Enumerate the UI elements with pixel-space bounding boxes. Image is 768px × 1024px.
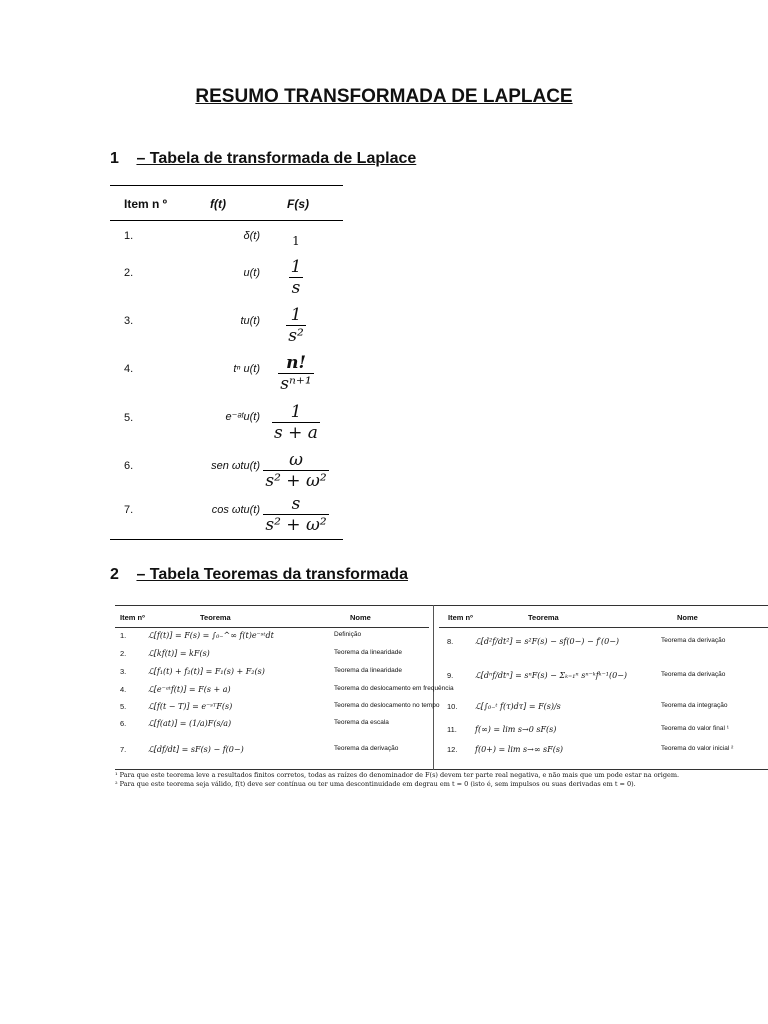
row-name: Teorema do valor inicial ² [661, 745, 734, 752]
row-name: Teorema da escala [334, 719, 389, 726]
row-theorem: ℒ[d²f/dt²] = s²F(s) − sf(0−) − f′(0−) [475, 637, 620, 646]
row-theorem: ℒ[f(t)] = F(s) = ∫₀₋^∞ f(t)e⁻ˢᵗdt [148, 631, 274, 640]
row-index: 6. [124, 460, 134, 472]
row-name: Teorema da derivação [661, 671, 726, 678]
fs-numerator: ω [289, 450, 303, 470]
section-2-heading [110, 566, 408, 584]
row-index: 4. [124, 363, 134, 375]
section-1-title: – Tabela de transformada de Laplace [136, 150, 417, 167]
row-theorem: ℒ[∫₀₋ᵗ f(τ)dτ] = F(s)/s [475, 702, 561, 711]
row-fs [260, 450, 332, 491]
fs-numerator: 1 [290, 402, 302, 422]
table-top-rule [115, 605, 768, 606]
fs-numerator: 1 [290, 305, 302, 325]
row-theorem: ℒ[df/dt] = sF(s) − f(0−) [148, 745, 244, 754]
right-header-name: Nome [677, 613, 698, 622]
row-ft: tⁿ u(t) [233, 363, 260, 375]
row-theorem: f(∞) = lim s→0 sF(s) [475, 725, 557, 734]
row-ft: tu(t) [240, 315, 260, 327]
row-name: Teorema da derivação [661, 637, 726, 644]
row-name: Teorema do deslocamento em frequência [334, 685, 454, 692]
row-index: 3. [120, 667, 127, 676]
table-bottom-rule [110, 539, 343, 540]
fs-denominator: s² [288, 326, 304, 346]
header-ft: f(t) [210, 197, 226, 211]
document-title: RESUMO TRANSFORMADA DE LAPLACE [195, 86, 573, 107]
row-theorem: ℒ[f(t − T)] = e⁻ˢᵀF(s) [148, 702, 233, 711]
left-header-item: Item nº [120, 613, 145, 622]
row-theorem: ℒ[e⁻ᵃᵗf(t)] = F(s + a) [148, 685, 231, 694]
fs-denominator: s² + ω² [265, 471, 327, 491]
header-fs: F(s) [287, 197, 309, 211]
row-index: 6. [120, 719, 127, 728]
row-name: Teorema da linearidade [334, 649, 402, 656]
fs-denominator: sⁿ⁺¹ [280, 374, 312, 394]
section-1-number: 1 [110, 150, 119, 167]
row-index: 12. [447, 745, 458, 754]
row-index: 10. [447, 702, 458, 711]
footnote-1: ¹ Para que este teorema leve a resultados finitos corretos, todas as raízes do denominador de F(s) devem ter parte real negativa, e não mais que um pode estar na origem. [115, 771, 680, 779]
laplace-transform-table [110, 185, 343, 540]
row-ft: u(t) [243, 267, 260, 279]
row-fs [260, 494, 332, 535]
row-theorem: ℒ[kf(t)] = kF(s) [148, 649, 210, 658]
row-index: 11. [447, 725, 457, 734]
table-bottom-rule [115, 769, 768, 770]
row-index: 2. [120, 649, 127, 658]
row-ft: δ(t) [243, 230, 260, 242]
row-theorem: ℒ[dⁿf/dtⁿ] = sⁿF(s) − Σₖ₌₁ⁿ sⁿ⁻ᵏfᵏ⁻¹(0−) [475, 671, 628, 680]
left-header-theorem: Teorema [200, 613, 231, 622]
section-2-number: 2 [110, 566, 119, 583]
row-name: Teorema da derivação [334, 745, 399, 752]
row-fs [260, 305, 332, 346]
left-header-rule [115, 627, 429, 628]
row-name: Teorema do deslocamento no tempo [334, 702, 440, 709]
row-name: Definição [334, 631, 362, 638]
row-fs [260, 257, 332, 298]
row-index: 5. [120, 702, 127, 711]
row-index: 2. [124, 267, 134, 279]
row-name: Teorema da linearidade [334, 667, 402, 674]
row-fs [260, 230, 332, 249]
footnote-2: ² Para que este teorema seja válido, f(t) deve ser contínua ou ter uma descontinuidade em degrau em t = 0 (isto é, sem impulsos ou suas derivadas em t = 0). [115, 780, 636, 788]
row-index: 1. [124, 230, 134, 242]
row-index: 5. [124, 412, 134, 424]
right-header-rule [439, 627, 768, 628]
row-index: 8. [447, 637, 454, 646]
table-top-rule [110, 185, 343, 186]
right-header-theorem: Teorema [528, 613, 559, 622]
row-index: 1. [120, 631, 127, 640]
row-name: Teorema do valor final ¹ [661, 725, 729, 732]
row-index: 9. [447, 671, 454, 680]
row-fs [260, 402, 332, 443]
row-fs-value: 1 [292, 234, 300, 248]
row-index: 3. [124, 315, 134, 327]
row-ft: cos ωtu(t) [211, 504, 260, 516]
section-1-heading [110, 150, 416, 168]
row-fs [260, 353, 332, 394]
row-name: Teorema da integração [661, 702, 728, 709]
fs-numerator: s [291, 494, 301, 514]
fs-numerator: n! [286, 353, 306, 373]
row-ft: e⁻ᵃᵗu(t) [225, 411, 260, 423]
section-2-title: – Tabela Teoremas da transformada [136, 566, 408, 583]
row-theorem: ℒ[f₁(t) + f₂(t)] = F₁(s) + F₂(s) [148, 667, 265, 676]
row-ft: sen ωtu(t) [211, 460, 260, 472]
row-index: 7. [120, 745, 127, 754]
row-index: 4. [120, 685, 127, 694]
row-theorem: ℒ[f(at)] = (1/a)F(s/a) [148, 719, 232, 728]
laplace-theorems-table [115, 605, 768, 787]
fs-numerator: 1 [290, 257, 302, 277]
row-index: 7. [124, 504, 134, 516]
header-item: Item n º [124, 197, 168, 211]
fs-denominator: s + a [274, 423, 318, 443]
row-theorem: f(0+) = lim s→∞ sF(s) [475, 745, 564, 754]
right-header-item: Item nº [448, 613, 473, 622]
table-header-rule [110, 220, 343, 221]
fs-denominator: s² + ω² [265, 515, 327, 535]
left-header-name: Nome [350, 613, 371, 622]
fs-denominator: s [289, 277, 304, 298]
